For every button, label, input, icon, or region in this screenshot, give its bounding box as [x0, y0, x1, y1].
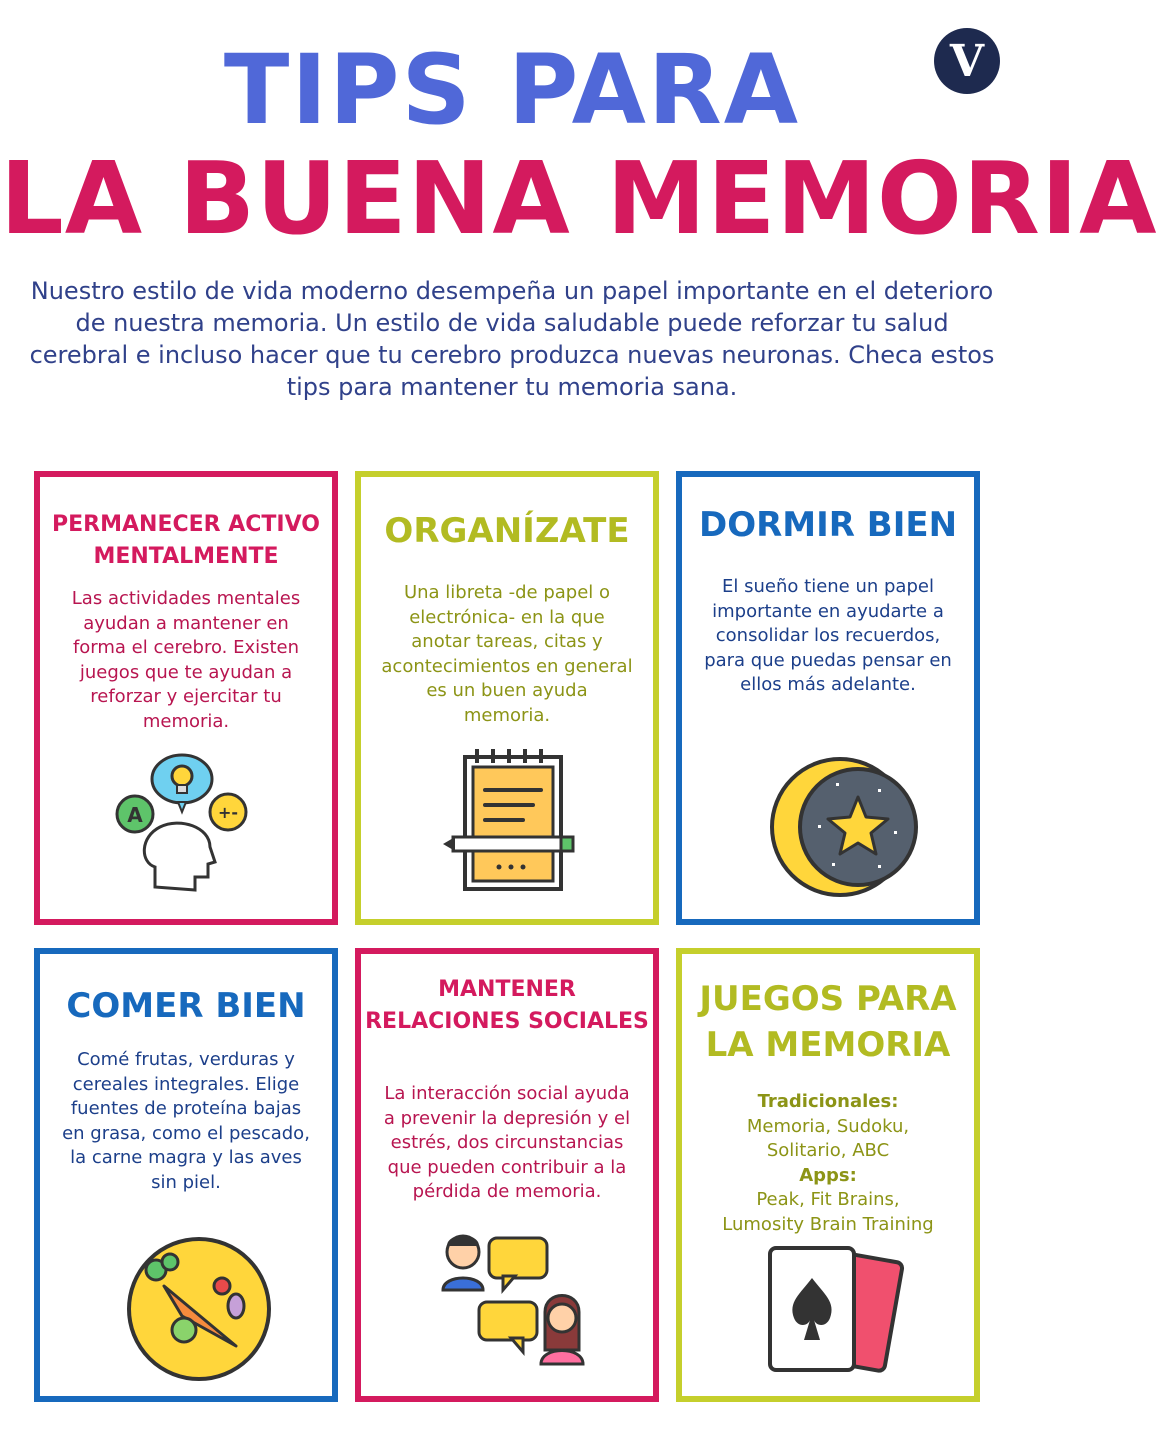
- card-title-line1: JUEGOS PARA: [699, 979, 957, 1019]
- moon-star-icon: [766, 753, 916, 903]
- apps-label: Apps:: [799, 1164, 857, 1186]
- notepad-icon: [443, 745, 583, 895]
- card-text: La interacción social ayuda a prevenir la depresión y el estrés, dos circunstancias que pueden contribuir a la pérdida de memoria.: [383, 1083, 631, 1203]
- card-text: El sueño tiene un papel importante en ayudarte a consolidar los recuerdos, para que puedas pensar en ellos más adelante.: [704, 576, 952, 696]
- intro-text: Nuestro estilo de vida moderno desempeña un papel importante en el deterioro de nuestra memoria. Un estilo de vida saludable puede reforzar tu salud cerebral e incluso hacer que tu cerebro produzca nuevas neuronas. Checa estos tips para mantener tu memoria sana.: [29, 277, 995, 401]
- logo-letter: V: [949, 35, 985, 87]
- card-title-line1: COMER BIEN: [66, 986, 306, 1026]
- card-text: Comé frutas, verduras y cereales integrales. Elige fuentes de proteína bajas en grasa, como el pescado, la carne magra y las aves sin piel.: [62, 1049, 310, 1193]
- card-title-line1: ORGANÍZATE: [384, 511, 630, 551]
- brain-thinking-icon: [110, 752, 260, 902]
- card-text: Las actividades mentales ayudan a mantener en forma el cerebro. Existen juegos que te ayudan a reforzar y ejercitar tu memoria.: [71, 588, 301, 732]
- vegetables-icon: [124, 1234, 274, 1384]
- card-organize: [355, 471, 659, 925]
- playing-cards-icon: [764, 1242, 904, 1382]
- traditional-games-a: Memoria, Sudoku,: [746, 1115, 910, 1137]
- svg-text:+-: +-: [217, 803, 239, 822]
- apps-list-b: Lumosity Brain Training: [722, 1213, 934, 1235]
- card-title-line1: MANTENER: [438, 977, 576, 1002]
- card-active-mind: [34, 471, 338, 925]
- card-title-line1: DORMIR BIEN: [698, 505, 958, 545]
- card-memory-games: [676, 948, 980, 1402]
- conversation-icon: [439, 1218, 589, 1368]
- card-title-line1: PERMANECER ACTIVO: [52, 512, 320, 537]
- apps-list-a: Peak, Fit Brains,: [756, 1189, 900, 1211]
- title-line-2: LA BUENA MEMORIA: [0, 140, 1158, 257]
- card-title-line2: LA MEMORIA: [705, 1025, 951, 1065]
- card-social-relations: [355, 948, 659, 1402]
- card-title-line2: RELACIONES SOCIALES: [365, 1009, 649, 1034]
- traditional-games-b: Solitario, ABC: [766, 1140, 890, 1162]
- title-line-1: TIPS PARA: [223, 34, 801, 146]
- card-sleep-well: [676, 471, 980, 925]
- card-title-line2: MENTALMENTE: [93, 544, 279, 569]
- games-list: [702, 1090, 954, 1238]
- svg-text:A: A: [127, 803, 143, 827]
- card-text: Una libreta -de papel o electrónica- en la que anotar tareas, citas y acontecimientos en general es un buen ayuda memoria.: [381, 582, 633, 726]
- card-eat-well: [34, 948, 338, 1402]
- traditional-label: Tradicionales:: [757, 1091, 899, 1112]
